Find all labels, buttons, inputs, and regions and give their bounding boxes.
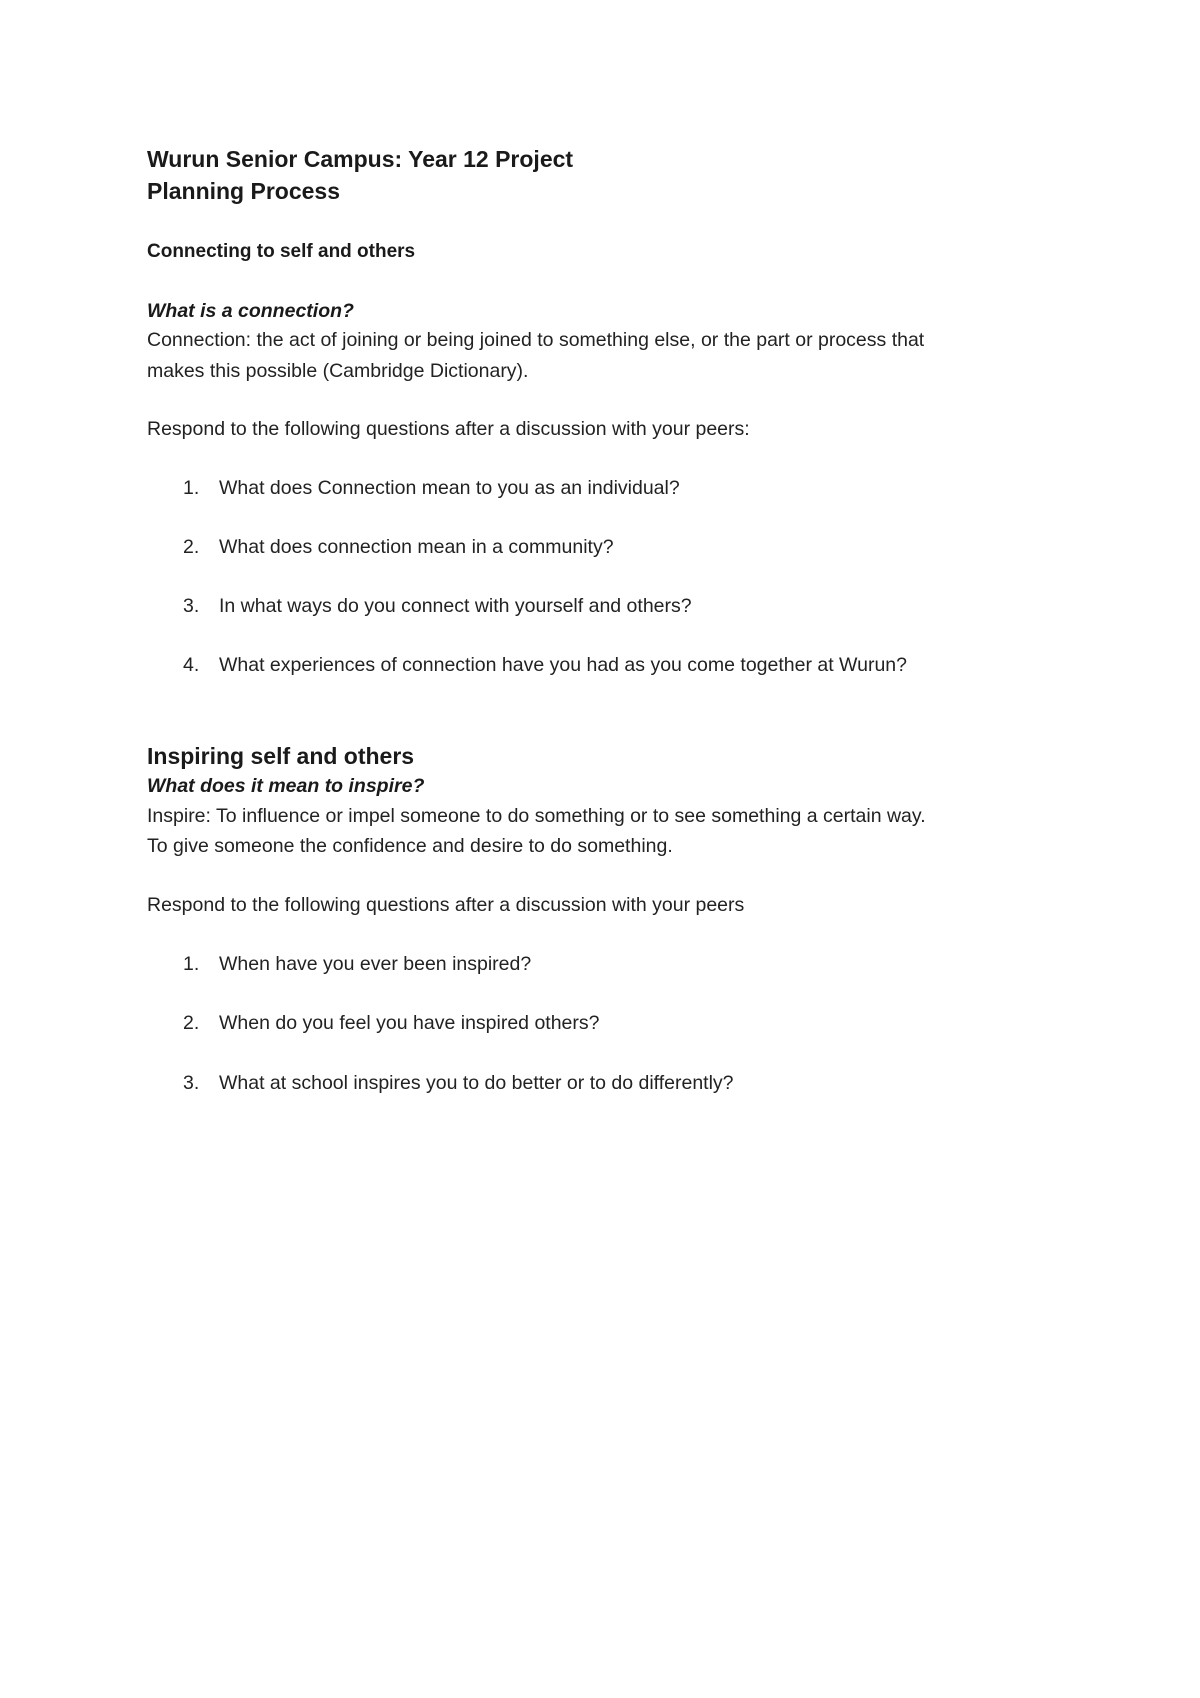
list-number: 2. — [183, 1012, 200, 1034]
question-text: What does Connection mean to you as an individual? — [219, 477, 680, 499]
question-text: When have you ever been inspired? — [219, 953, 532, 975]
section-heading-connecting: Connecting to self and others — [147, 241, 416, 262]
definition-line: Connection: the act of joining or being joined to something else, or the part or process that — [147, 329, 925, 351]
definition-line: Inspire: To influence or impel someone to do something or to see something a certain way. — [147, 805, 926, 827]
list-number: 1. — [183, 953, 200, 975]
list-number: 2. — [183, 536, 200, 558]
instruction-prompt: Respond to the following questions after a discussion with your peers: — [147, 418, 750, 440]
definition-line: To give someone the confidence and desire to do something. — [147, 835, 673, 857]
definition-line: makes this possible (Cambridge Dictionary). — [147, 360, 529, 382]
list-number: 3. — [183, 1072, 200, 1094]
document-subtitle: Planning Process — [147, 178, 341, 204]
question-text: What experiences of connection have you had as you come together at Wurun? — [219, 654, 907, 676]
question-text: What at school inspires you to do better or to do differently? — [219, 1072, 734, 1094]
instruction-prompt: Respond to the following questions after a discussion with your peers — [147, 894, 745, 916]
list-number: 3. — [183, 595, 200, 617]
document-title: Wurun Senior Campus: Year 12 Project — [147, 146, 574, 172]
list-number: 1. — [183, 477, 200, 499]
section-heading-inspiring: Inspiring self and others — [147, 743, 415, 769]
list-number: 4. — [183, 654, 200, 676]
question-text: What does connection mean in a community? — [219, 536, 614, 558]
question-text: When do you feel you have inspired others? — [219, 1012, 600, 1034]
subheading-what-is-connection: What is a connection? — [147, 300, 354, 322]
subheading-what-inspire: What does it mean to inspire? — [147, 775, 425, 797]
question-text: In what ways do you connect with yourself and others? — [219, 595, 692, 617]
